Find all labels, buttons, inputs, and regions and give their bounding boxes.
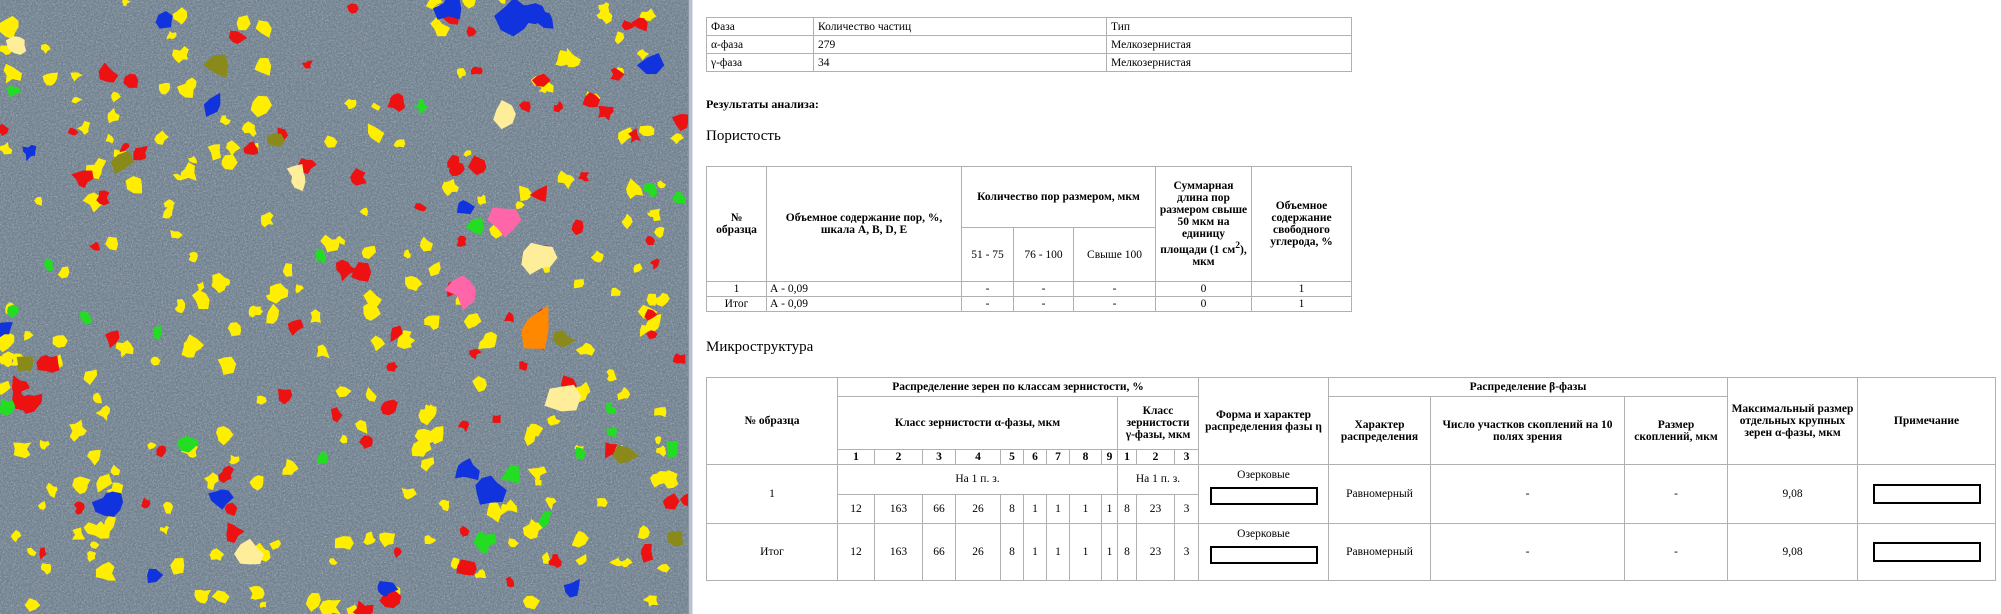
note-cell	[1858, 465, 1996, 524]
micro-header-note: Примечание	[1858, 378, 1996, 465]
alpha-class-col: 4	[956, 450, 1001, 465]
micro-row	[707, 465, 1996, 495]
porosity-header-carbon: Объемное содержание свободного углерода, %	[1252, 167, 1352, 282]
alpha-value: 66	[923, 524, 956, 581]
porosity-header-total-length	[1156, 167, 1252, 282]
beta-char: Равномерный	[1329, 524, 1431, 581]
micro-header-alpha-class: Класс зернистости α-фазы, мкм	[838, 397, 1118, 450]
microstructure-canvas	[0, 0, 688, 614]
gamma-value: 3	[1175, 524, 1199, 581]
porosity-cell: -	[1014, 282, 1074, 297]
micro-header-beta-group: Распределение β-фазы	[1329, 378, 1728, 397]
analysis-report	[706, 0, 1996, 614]
gamma-class-col: 2	[1137, 450, 1175, 465]
alpha-particle	[335, 536, 354, 550]
alpha-value: 1	[1102, 524, 1118, 581]
alpha-value: 1	[1047, 494, 1070, 524]
gamma-value: 8	[1118, 494, 1137, 524]
phase-row	[707, 54, 1352, 72]
porosity-header-sample: № образца	[707, 167, 767, 282]
image-texture-light	[0, 0, 688, 614]
micro-header-beta-count: Число участков скоплений на 10 полях зрения	[1431, 397, 1625, 465]
beta-size: -	[1625, 465, 1728, 524]
microstructure-image	[0, 0, 688, 614]
beta-count: -	[1431, 465, 1625, 524]
eta-cell	[1199, 524, 1329, 581]
gamma-value: 23	[1137, 524, 1175, 581]
alpha-class-col: 2	[875, 450, 923, 465]
eta-cell	[1199, 465, 1329, 524]
micro-header-beta-char: Характер распределения	[1329, 397, 1431, 465]
porosity-cell: А - 0,09	[767, 282, 962, 297]
note-cell	[1858, 524, 1996, 581]
phase-table	[706, 17, 1352, 72]
micro-header-sample: № образца	[707, 378, 838, 465]
micro-sample: Итог	[707, 524, 838, 581]
porosity-cell: -	[1074, 297, 1156, 312]
porosity-cell: 0	[1156, 282, 1252, 297]
phase-header-phase: Фаза	[707, 18, 814, 36]
micro-row	[707, 524, 1996, 581]
porosity-cell: -	[962, 282, 1014, 297]
total-length-suffix: ), мкм	[1192, 243, 1247, 268]
note-input[interactable]	[1873, 542, 1981, 562]
green-particle	[667, 441, 679, 459]
porosity-size: 51 - 75	[962, 228, 1014, 282]
porosity-cell: 1	[707, 282, 767, 297]
alpha-class-col: 9	[1102, 450, 1118, 465]
max-alpha: 9,08	[1728, 524, 1858, 581]
porosity-cell: -	[1074, 282, 1156, 297]
microstructure-title: Микроструктура	[706, 339, 814, 355]
alpha-value: 8	[1001, 494, 1024, 524]
total-length-prefix: Суммарная длина пор размером свыше 50 мкм на единицу площади (1 см	[1159, 180, 1248, 256]
gamma-value: 8	[1118, 524, 1137, 581]
alpha-value: 12	[838, 524, 875, 581]
porosity-row	[707, 297, 1352, 312]
phase-name: γ-фаза	[707, 54, 814, 72]
alpha-value: 26	[956, 494, 1001, 524]
phase-table-header	[707, 18, 1352, 36]
porosity-cell: 0	[1156, 297, 1252, 312]
porosity-cell: 1	[1252, 297, 1352, 312]
eta-input[interactable]	[1210, 546, 1318, 564]
gamma-value: 3	[1175, 494, 1199, 524]
alpha-value: 163	[875, 494, 923, 524]
alpha-value: 1	[1047, 524, 1070, 581]
total-length-sup: 2	[1235, 240, 1241, 252]
micro-header-max-alpha: Максимальный размер отдельных крупных зерен α-фазы, мкм	[1728, 378, 1858, 465]
alpha-value: 163	[875, 524, 923, 581]
micro-sample: 1	[707, 465, 838, 524]
gamma-class-col: 3	[1175, 450, 1199, 465]
per-field-gamma: На 1 п. з.	[1118, 465, 1199, 495]
microstructure-table	[706, 377, 1996, 581]
micro-header-eta: Форма и характер распределения фазы η	[1199, 378, 1329, 465]
porosity-title: Пористость	[706, 128, 781, 144]
per-field-alpha: На 1 п. з.	[838, 465, 1118, 495]
porosity-size: Свыше 100	[1074, 228, 1156, 282]
micro-header-gamma-class: Класс зернистости γ-фазы, мкм	[1118, 397, 1199, 450]
porosity-cell: Итог	[707, 297, 767, 312]
phase-row	[707, 36, 1352, 54]
gamma-class-col: 1	[1118, 450, 1137, 465]
micro-header-grain-dist: Распределение зерен по классам зернистости, %	[838, 378, 1199, 397]
phase-count: 34	[814, 54, 1107, 72]
alpha-value: 8	[1001, 524, 1024, 581]
alpha-value: 1	[1102, 494, 1118, 524]
alpha-value: 1	[1070, 494, 1102, 524]
eta-input[interactable]	[1210, 487, 1318, 505]
phase-header-type: Тип	[1107, 18, 1352, 36]
alpha-value: 1	[1024, 524, 1047, 581]
porosity-header-volume: Объемное содержание пор, %, шкала А, B, D, E	[767, 167, 962, 282]
alpha-value: 26	[956, 524, 1001, 581]
note-input[interactable]	[1873, 484, 1981, 504]
gamma-value: 23	[1137, 494, 1175, 524]
alpha-value: 1	[1070, 524, 1102, 581]
max-alpha: 9,08	[1728, 465, 1858, 524]
olive-particle	[17, 356, 33, 371]
beta-size: -	[1625, 524, 1728, 581]
phase-type: Мелкозернистая	[1107, 36, 1352, 54]
porosity-cell: -	[962, 297, 1014, 312]
alpha-value: 12	[838, 494, 875, 524]
alpha-class-col: 7	[1047, 450, 1070, 465]
porosity-cell: А - 0,09	[767, 297, 962, 312]
micro-header-row-1	[707, 378, 1996, 397]
results-title: Результаты анализа:	[706, 97, 819, 111]
phase-count: 279	[814, 36, 1107, 54]
porosity-row	[707, 282, 1352, 297]
porosity-header-count-group: Количество пор размером, мкм	[962, 167, 1156, 228]
panel-splitter[interactable]	[688, 0, 693, 614]
alpha-class-col: 8	[1070, 450, 1102, 465]
alpha-class-col: 3	[923, 450, 956, 465]
beta-char: Равномерный	[1329, 465, 1431, 524]
phase-name: α-фаза	[707, 36, 814, 54]
porosity-header-row	[707, 167, 1352, 228]
alpha-value: 66	[923, 494, 956, 524]
porosity-cell: 1	[1252, 282, 1352, 297]
light-particle	[545, 385, 582, 412]
beta-count: -	[1431, 524, 1625, 581]
micro-header-beta-size: Размер скоплений, мкм	[1625, 397, 1728, 465]
porosity-table	[706, 166, 1352, 312]
eta-value: Озерковые	[1237, 469, 1290, 481]
eta-value: Озерковые	[1237, 528, 1290, 540]
alpha-class-col: 5	[1001, 450, 1024, 465]
phase-header-count: Количество частиц	[814, 18, 1107, 36]
phase-type: Мелкозернистая	[1107, 54, 1352, 72]
alpha-class-col: 1	[838, 450, 875, 465]
porosity-size: 76 - 100	[1014, 228, 1074, 282]
alpha-value: 1	[1024, 494, 1047, 524]
porosity-cell: -	[1014, 297, 1074, 312]
alpha-class-col: 6	[1024, 450, 1047, 465]
